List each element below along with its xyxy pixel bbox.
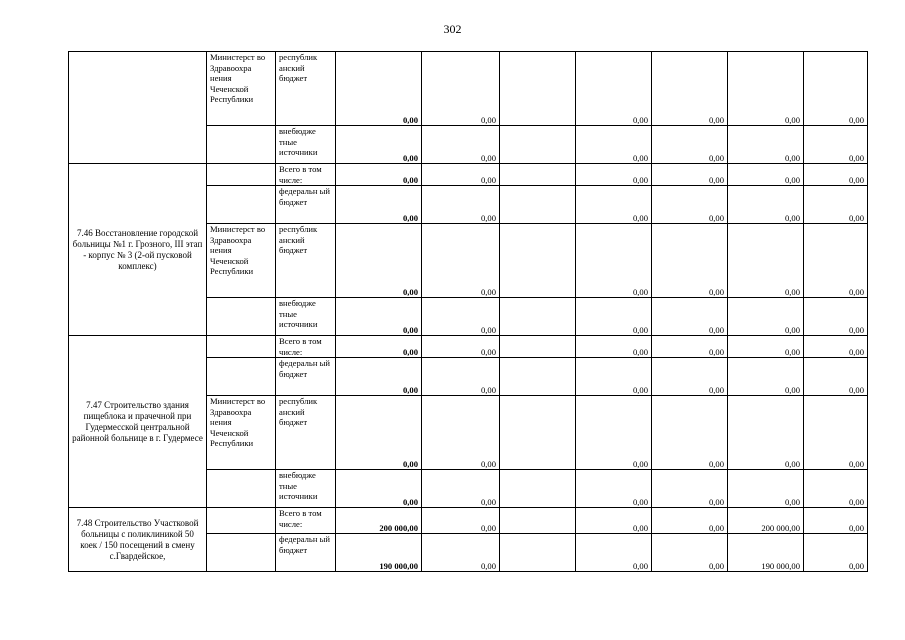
total-value-cell: 0,00 bbox=[336, 298, 422, 336]
value-cell: 0,00 bbox=[728, 470, 804, 508]
table-row bbox=[69, 164, 868, 186]
value-cell: 0,00 bbox=[422, 470, 500, 508]
value-cell: 0,00 bbox=[728, 52, 804, 126]
value-cell: 0,00 bbox=[422, 186, 500, 224]
value-cell: 0,00 bbox=[422, 298, 500, 336]
total-value-cell: 0,00 bbox=[336, 396, 422, 470]
funding-source-cell: федеральн ый бюджет bbox=[276, 358, 336, 396]
object-name-cell bbox=[69, 52, 207, 164]
value-cell: 0,00 bbox=[652, 164, 728, 186]
total-value-cell: 0,00 bbox=[336, 52, 422, 126]
value-cell: 0,00 bbox=[804, 164, 868, 186]
value-cell: 0,00 bbox=[422, 126, 500, 164]
object-name-cell: 7.47 Строительство здания пищеблока и прачечной при Гудермесской центральной районной больнице в г. Гудермесе bbox=[69, 336, 207, 508]
value-cell: 0,00 bbox=[804, 298, 868, 336]
value-cell: 0,00 bbox=[576, 164, 652, 186]
executor-cell bbox=[207, 186, 276, 224]
total-value-cell: 190 000,00 bbox=[336, 534, 422, 572]
value-cell bbox=[500, 396, 576, 470]
executor-cell: Министерст во Здравоохра нения Чеченской Республики bbox=[207, 52, 276, 126]
value-cell: 0,00 bbox=[728, 224, 804, 298]
funding-source-cell: внебюдже тные источники bbox=[276, 298, 336, 336]
value-cell: 0,00 bbox=[422, 336, 500, 358]
value-cell: 0,00 bbox=[422, 358, 500, 396]
value-cell bbox=[500, 52, 576, 126]
value-cell: 0,00 bbox=[804, 470, 868, 508]
value-cell: 0,00 bbox=[422, 52, 500, 126]
table-row bbox=[69, 336, 868, 358]
page-number: 302 bbox=[443, 22, 462, 36]
value-cell: 0,00 bbox=[576, 126, 652, 164]
table-row bbox=[69, 508, 868, 534]
value-cell: 0,00 bbox=[576, 396, 652, 470]
value-cell: 0,00 bbox=[728, 336, 804, 358]
funding-source-cell: внебюдже тные источники bbox=[276, 126, 336, 164]
total-value-cell: 0,00 bbox=[336, 470, 422, 508]
value-cell: 0,00 bbox=[576, 224, 652, 298]
object-name-cell: 7.48 Строительство Участковой больницы с поликлиникой 50 коек / 150 посещений в смену с.Гвардейское, bbox=[69, 508, 207, 572]
value-cell: 200 000,00 bbox=[728, 508, 804, 534]
value-cell: 0,00 bbox=[804, 224, 868, 298]
value-cell: 0,00 bbox=[422, 224, 500, 298]
budget-table bbox=[68, 51, 868, 572]
value-cell: 0,00 bbox=[576, 534, 652, 572]
value-cell: 0,00 bbox=[652, 470, 728, 508]
executor-cell bbox=[207, 470, 276, 508]
executor-cell bbox=[207, 298, 276, 336]
funding-source-cell: Всего в том числе: bbox=[276, 508, 336, 534]
value-cell: 0,00 bbox=[652, 298, 728, 336]
value-cell: 0,00 bbox=[652, 224, 728, 298]
value-cell: 0,00 bbox=[576, 336, 652, 358]
value-cell: 0,00 bbox=[576, 186, 652, 224]
funding-source-cell: Всего в том числе: bbox=[276, 336, 336, 358]
value-cell: 0,00 bbox=[804, 336, 868, 358]
value-cell bbox=[500, 358, 576, 396]
funding-source-cell: республик анский бюджет bbox=[276, 396, 336, 470]
value-cell: 0,00 bbox=[804, 534, 868, 572]
total-value-cell: 0,00 bbox=[336, 224, 422, 298]
value-cell: 0,00 bbox=[804, 396, 868, 470]
table-row bbox=[69, 52, 868, 126]
value-cell: 0,00 bbox=[652, 396, 728, 470]
value-cell: 0,00 bbox=[728, 186, 804, 224]
value-cell: 0,00 bbox=[728, 298, 804, 336]
value-cell: 0,00 bbox=[728, 396, 804, 470]
funding-source-cell: федеральн ый бюджет bbox=[276, 186, 336, 224]
total-value-cell: 0,00 bbox=[336, 164, 422, 186]
funding-source-cell: внебюдже тные источники bbox=[276, 470, 336, 508]
funding-source-cell: республик анский бюджет bbox=[276, 224, 336, 298]
value-cell: 0,00 bbox=[728, 358, 804, 396]
value-cell: 0,00 bbox=[728, 126, 804, 164]
value-cell: 0,00 bbox=[422, 534, 500, 572]
value-cell: 0,00 bbox=[652, 508, 728, 534]
value-cell: 0,00 bbox=[422, 164, 500, 186]
value-cell bbox=[500, 336, 576, 358]
value-cell: 0,00 bbox=[576, 470, 652, 508]
value-cell: 0,00 bbox=[804, 126, 868, 164]
funding-source-cell: Всего в том числе: bbox=[276, 164, 336, 186]
value-cell: 0,00 bbox=[576, 358, 652, 396]
total-value-cell: 0,00 bbox=[336, 186, 422, 224]
executor-cell bbox=[207, 508, 276, 534]
executor-cell bbox=[207, 126, 276, 164]
value-cell bbox=[500, 186, 576, 224]
value-cell: 0,00 bbox=[728, 164, 804, 186]
object-name-cell: 7.46 Восстановление городской больницы №1 г. Грозного, III этап - корпус № 3 (2-ой пусковой комплекс) bbox=[69, 164, 207, 336]
value-cell bbox=[500, 164, 576, 186]
value-cell bbox=[500, 508, 576, 534]
executor-cell: Министерст во Здравоохра нения Чеченской Республики bbox=[207, 396, 276, 470]
executor-cell bbox=[207, 358, 276, 396]
value-cell bbox=[500, 470, 576, 508]
value-cell bbox=[500, 534, 576, 572]
value-cell: 0,00 bbox=[652, 126, 728, 164]
value-cell: 0,00 bbox=[652, 534, 728, 572]
value-cell: 0,00 bbox=[804, 358, 868, 396]
value-cell: 0,00 bbox=[576, 508, 652, 534]
value-cell: 0,00 bbox=[422, 508, 500, 534]
total-value-cell: 0,00 bbox=[336, 358, 422, 396]
value-cell: 0,00 bbox=[804, 52, 868, 126]
value-cell: 190 000,00 bbox=[728, 534, 804, 572]
funding-source-cell: республик анский бюджет bbox=[276, 52, 336, 126]
executor-cell: Министерст во Здравоохра нения Чеченской Республики bbox=[207, 224, 276, 298]
value-cell: 0,00 bbox=[652, 358, 728, 396]
value-cell: 0,00 bbox=[652, 186, 728, 224]
value-cell bbox=[500, 126, 576, 164]
value-cell: 0,00 bbox=[576, 298, 652, 336]
total-value-cell: 0,00 bbox=[336, 126, 422, 164]
value-cell: 0,00 bbox=[804, 186, 868, 224]
value-cell: 0,00 bbox=[422, 396, 500, 470]
total-value-cell: 200 000,00 bbox=[336, 508, 422, 534]
value-cell: 0,00 bbox=[652, 336, 728, 358]
total-value-cell: 0,00 bbox=[336, 336, 422, 358]
value-cell: 0,00 bbox=[652, 52, 728, 126]
value-cell: 0,00 bbox=[804, 508, 868, 534]
funding-source-cell: федеральн ый бюджет bbox=[276, 534, 336, 572]
executor-cell bbox=[207, 534, 276, 572]
value-cell: 0,00 bbox=[576, 52, 652, 126]
executor-cell bbox=[207, 336, 276, 358]
executor-cell bbox=[207, 164, 276, 186]
value-cell bbox=[500, 298, 576, 336]
value-cell bbox=[500, 224, 576, 298]
